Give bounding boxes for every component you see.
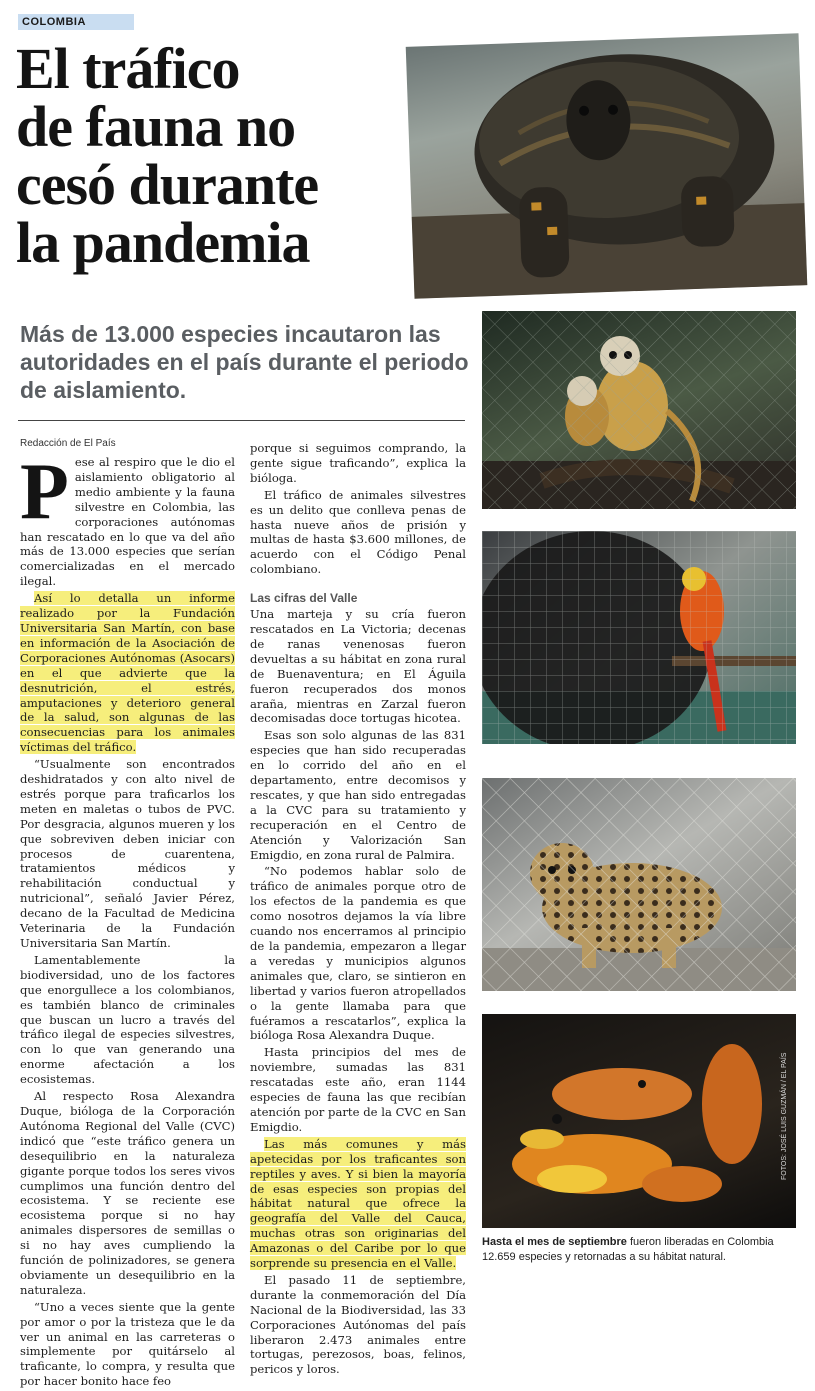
squirrel-monkey-photo — [482, 311, 796, 509]
headline — [16, 36, 406, 275]
divider — [18, 420, 465, 421]
photo-caption — [482, 1235, 800, 1265]
parrot-photo — [482, 531, 796, 744]
caption-text: fueron liberadas en Colombia 12.659 especies y retornadas a su hábitat natural. — [482, 1236, 774, 1263]
paragraph-2 — [20, 591, 235, 755]
paragraph-9: Una marteja y su cría fueron rescatados en La Victoria; decenas de ranas venenosas fueron devueltas a su hábitat en zona rural de Buenaventura; en El Águila fueron recuperados dos monos araña, mientras en Zarzal fueron decomisadas doce tortugas hicotea. — [250, 607, 466, 726]
highlighted-text: Las más comunes y más apetecidas por los traficantes son reptiles y aves. Y si bien la mayoría de esas especies son propias del hábitat natural que ofrece la geografía del Valle del Cauca, muchas otras son originarias del Amazonas o del Caribe por lo que sorprende su presencia en el Valle. — [250, 1136, 466, 1271]
byline: Redacción de El País — [20, 438, 116, 449]
section-tag: COLOMBIA — [18, 14, 134, 30]
paragraph-14: El pasado 11 de septiembre, durante la conmemoración del Día Nacional de la Biodiversidad, las 33 Corporaciones Autónomas del país liberaron 2.473 animales entre tortugas, perezosos, boas, felinos, pericos y loros. — [250, 1272, 466, 1377]
headline-line-1: El tráfico — [16, 36, 240, 101]
headline-line-2: de fauna no — [16, 94, 296, 159]
paragraph-13 — [250, 1137, 466, 1271]
paragraph-1-text: ese al respiro que le dio el aislamiento obligatorio al medio ambiente y la fauna silvestre en Colombia, las corporaciones autónomas han rescatado en lo que va del año más de 13.000 especies que serían comercializadas en el mercado ilegal. — [20, 455, 235, 589]
article-column-2 — [250, 441, 466, 1379]
headline-line-3: cesó durante — [16, 152, 319, 217]
section-subtitle: Las cifras del Valle — [250, 591, 358, 606]
paragraph-3: “Usualmente son encontrados deshidratados y con alto nivel de estrés porque para traficarlos los meten en maletas o tubos de PVC. Por desgracia, algunos mueren y los que sobreviven deben iniciar con procesos de cuarentena, tratamientos médicos y rehabilitación conductual y nutricional”, señaló Javier Pérez, decano de la Facultad de Medicina Veterinaria de la Fundación Universitaria San Martín. — [20, 757, 235, 950]
paragraph-7: porque si seguimos comprando, la gente sigue traficando”, explica la bióloga. — [250, 441, 466, 485]
paragraph-1 — [20, 448, 235, 589]
poison-frog-photo — [482, 1014, 796, 1228]
ocelot-photo — [482, 778, 796, 991]
paragraph-12: Hasta principios del mes de noviembre, sumadas las 831 rescatadas este año, eran 1144 especies de fauna las que recibían atención por parte de la CVC en San Emigdio. — [250, 1045, 466, 1134]
subhead: Más de 13.000 especies incautaron las autoridades en el país durante el periodo de aislamiento. — [20, 321, 469, 403]
paragraph-8: El tráfico de animales silvestres es un delito que conlleva penas de hasta nueve años de prisión y multas de hasta $3.600 millones, de acuerdo con el Código Penal colombiano. — [250, 487, 466, 577]
article-column-1 — [20, 448, 235, 1391]
tortoise-photo — [406, 33, 808, 299]
photo-credit — [781, 1130, 788, 1180]
caption-lead: Hasta el mes de septiembre — [482, 1236, 627, 1248]
headline-line-4: la pandemia — [16, 210, 310, 275]
paragraph-10: Esas son solo algunas de las 831 especies que han sido recuperadas en lo corrido del año en el departamento, entre decomisos y rescates, y que han sido entregadas a la CVC para su tratamiento y recuperación en el Centro de Atención y Valorización San Emigdio, en zona rural de Palmira. — [250, 728, 466, 862]
highlighted-text: Así lo detalla un informe realizado por la Fundación Universitaria San Martín, con base en información de la Asociación de Corporaciones Autónomas (Asocars) en el que advierte que la desnutrición, el estrés, amputaciones y deterioro general de la salud, son algunas de las consecuencias para los animales víctimas del tráfico. — [20, 591, 235, 755]
paragraph-4: Lamentablemente la biodiversidad, uno de los factores que enorgullece a los colombianos, es también blanco de criminales que buscan un lucro a través del tráfico ilegal de especies silvestres, con lo que van generando una enorme afectación a los ecosistemas. — [20, 952, 235, 1087]
paragraph-5: Al respecto Rosa Alexandra Duque, bióloga de la Corporación Autónoma Regional del Valle (CVC) indicó que “este tráfico genera un desequilibrio en la naturaleza gigante porque todos los seres vivos cumplimos una función dentro del ecosistema. Y se reciente ese ecosistema porque si no hay animales dispersores de semillas o si no hay aves cumpliendo la función de polinizadores, se genera obviamente un desequilibrio en la naturaleza. — [20, 1089, 235, 1297]
paragraph-11: “No podemos hablar solo de tráfico de animales porque otro de los efectos de la pandemia es que como nosotros dejamos la vía libre cuando nos encerramos al principio de la pandemia, empezaron a llegar a veredas y municipios algunos animales que, claro, se sintieron en libertad y varios fueron atropellados o la gente llamaba para que fuéramos a rescatarlos”, explica la bióloga Rosa Alexandra Duque. — [250, 864, 466, 1043]
paragraph-6: “Uno a veces siente que la gente por amor o por la tristeza que le da ver un animal en las carreteras o simplemente por quitárselo al traficante, lo compra, y resulta que por hacer bonito hace feo — [20, 1299, 235, 1389]
drop-cap: P — [20, 448, 69, 536]
